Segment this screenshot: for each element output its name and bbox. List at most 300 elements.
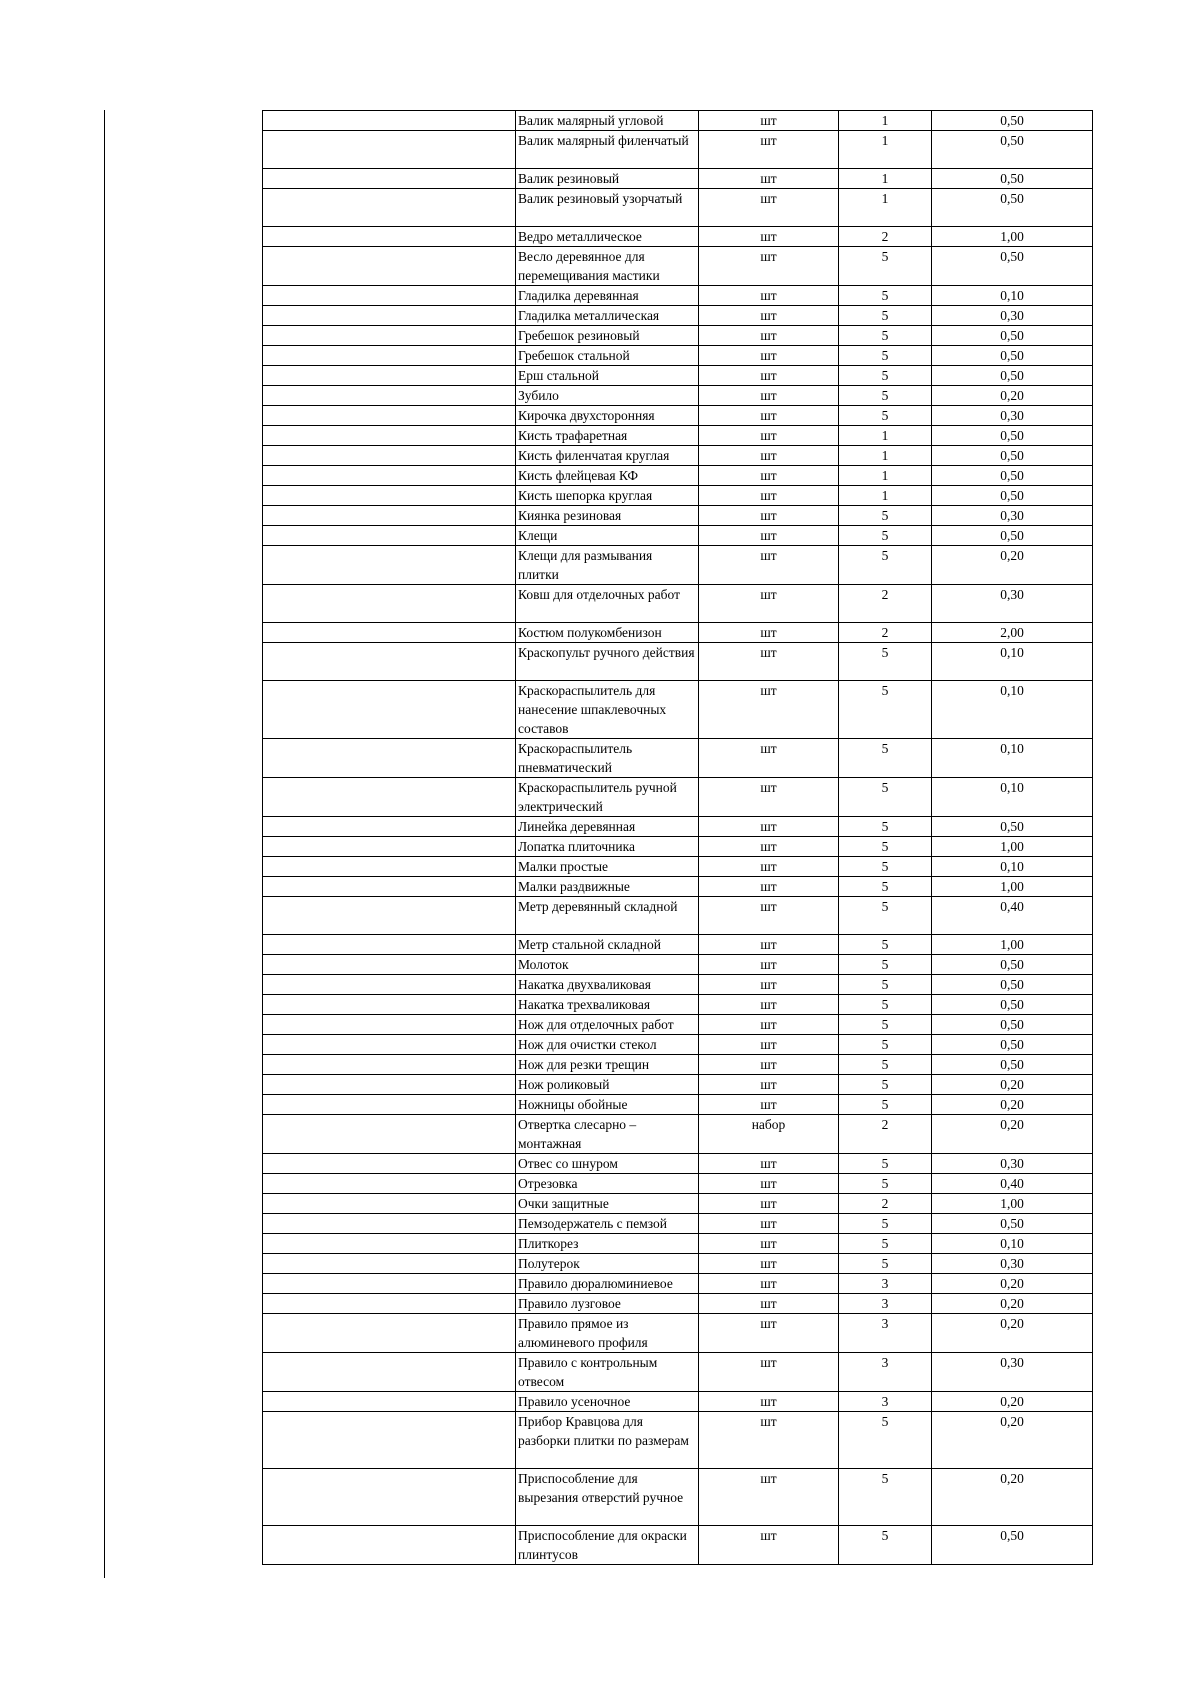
equipment-table: [262, 110, 1093, 1565]
value-cell: 0,50: [932, 346, 1093, 366]
table-row: [263, 506, 1093, 526]
table-row: [263, 466, 1093, 486]
empty-cell: [263, 247, 516, 286]
empty-cell: [263, 346, 516, 366]
unit-cell: шт: [699, 1412, 839, 1469]
table-row: [263, 446, 1093, 466]
value-cell: 1,00: [932, 227, 1093, 247]
value-cell: 0,10: [932, 643, 1093, 681]
empty-cell: [263, 1392, 516, 1412]
empty-cell: [263, 189, 516, 227]
item-name-cell: Киянка резиновая: [516, 506, 699, 526]
unit-cell: шт: [699, 1353, 839, 1392]
value-cell: 0,20: [932, 386, 1093, 406]
value-cell: 0,10: [932, 681, 1093, 739]
value-cell: 0,30: [932, 506, 1093, 526]
value-cell: 0,10: [932, 778, 1093, 817]
table-row: [263, 1353, 1093, 1392]
item-name-cell: Правило усеночное: [516, 1392, 699, 1412]
item-name-cell: Прибор Кравцова для разборки плитки по размерам: [516, 1412, 699, 1469]
quantity-cell: 5: [839, 681, 932, 739]
empty-cell: [263, 1075, 516, 1095]
value-cell: 1,00: [932, 877, 1093, 897]
item-name-cell: Полутерок: [516, 1254, 699, 1274]
unit-cell: шт: [699, 131, 839, 169]
value-cell: 0,40: [932, 1174, 1093, 1194]
empty-cell: [263, 739, 516, 778]
item-name-cell: Правило лузговое: [516, 1294, 699, 1314]
item-name-cell: Метр деревянный складной: [516, 897, 699, 935]
table-row: [263, 1194, 1093, 1214]
empty-cell: [263, 1314, 516, 1353]
item-name-cell: Отвертка слесарно – монтажная: [516, 1115, 699, 1154]
empty-cell: [263, 897, 516, 935]
item-name-cell: Валик малярный угловой: [516, 111, 699, 131]
unit-cell: шт: [699, 111, 839, 131]
unit-cell: шт: [699, 446, 839, 466]
left-margin-line: [104, 110, 105, 1578]
empty-cell: [263, 546, 516, 585]
item-name-cell: Накатка трехваликовая: [516, 995, 699, 1015]
table-row: [263, 857, 1093, 877]
unit-cell: шт: [699, 643, 839, 681]
item-name-cell: Гладилка металлическая: [516, 306, 699, 326]
item-name-cell: Ножницы обойные: [516, 1095, 699, 1115]
table-row: [263, 526, 1093, 546]
item-name-cell: Приспособление для окраски плинтусов: [516, 1526, 699, 1565]
item-name-cell: Ковш для отделочных работ: [516, 585, 699, 623]
quantity-cell: 2: [839, 1115, 932, 1154]
value-cell: 0,40: [932, 897, 1093, 935]
table-row: [263, 131, 1093, 169]
value-cell: 0,20: [932, 1095, 1093, 1115]
value-cell: 1,00: [932, 935, 1093, 955]
item-name-cell: Кисть шепорка круглая: [516, 486, 699, 506]
quantity-cell: 5: [839, 546, 932, 585]
unit-cell: шт: [699, 585, 839, 623]
empty-cell: [263, 1294, 516, 1314]
quantity-cell: 2: [839, 585, 932, 623]
quantity-cell: 5: [839, 286, 932, 306]
item-name-cell: Ведро металлическое: [516, 227, 699, 247]
quantity-cell: 5: [839, 1075, 932, 1095]
empty-cell: [263, 1274, 516, 1294]
quantity-cell: 1: [839, 111, 932, 131]
table-row: [263, 1254, 1093, 1274]
table-row: [263, 643, 1093, 681]
value-cell: 0,50: [932, 326, 1093, 346]
unit-cell: шт: [699, 623, 839, 643]
unit-cell: шт: [699, 739, 839, 778]
quantity-cell: 3: [839, 1294, 932, 1314]
quantity-cell: 5: [839, 1469, 932, 1526]
quantity-cell: 1: [839, 169, 932, 189]
empty-cell: [263, 406, 516, 426]
unit-cell: шт: [699, 1015, 839, 1035]
quantity-cell: 5: [839, 995, 932, 1015]
quantity-cell: 5: [839, 1234, 932, 1254]
item-name-cell: Пемзодержатель с пемзой: [516, 1214, 699, 1234]
quantity-cell: 5: [839, 526, 932, 546]
value-cell: 0,30: [932, 306, 1093, 326]
value-cell: 0,20: [932, 1314, 1093, 1353]
quantity-cell: 5: [839, 817, 932, 837]
unit-cell: шт: [699, 837, 839, 857]
quantity-cell: 2: [839, 227, 932, 247]
quantity-cell: 5: [839, 1254, 932, 1274]
table-row: [263, 286, 1093, 306]
quantity-cell: 5: [839, 1526, 932, 1565]
value-cell: 0,30: [932, 1353, 1093, 1392]
table-row: [263, 546, 1093, 585]
value-cell: 0,20: [932, 1392, 1093, 1412]
unit-cell: шт: [699, 1095, 839, 1115]
quantity-cell: 3: [839, 1314, 932, 1353]
table-row: [263, 935, 1093, 955]
quantity-cell: 5: [839, 643, 932, 681]
table-row: [263, 1154, 1093, 1174]
table-row: [263, 1274, 1093, 1294]
quantity-cell: 1: [839, 426, 932, 446]
equipment-table-body: [263, 111, 1093, 1565]
empty-cell: [263, 111, 516, 131]
table-row: [263, 877, 1093, 897]
value-cell: 0,20: [932, 1294, 1093, 1314]
value-cell: 0,10: [932, 1234, 1093, 1254]
empty-cell: [263, 935, 516, 955]
unit-cell: шт: [699, 506, 839, 526]
value-cell: 0,50: [932, 169, 1093, 189]
item-name-cell: Накатка двухваликовая: [516, 975, 699, 995]
value-cell: 0,10: [932, 286, 1093, 306]
value-cell: 0,20: [932, 546, 1093, 585]
value-cell: 0,30: [932, 585, 1093, 623]
quantity-cell: 5: [839, 1095, 932, 1115]
unit-cell: шт: [699, 1234, 839, 1254]
empty-cell: [263, 1469, 516, 1526]
unit-cell: шт: [699, 1174, 839, 1194]
empty-cell: [263, 778, 516, 817]
value-cell: 0,20: [932, 1469, 1093, 1526]
item-name-cell: Молоток: [516, 955, 699, 975]
table-row: [263, 1392, 1093, 1412]
quantity-cell: 5: [839, 306, 932, 326]
unit-cell: шт: [699, 1392, 839, 1412]
unit-cell: шт: [699, 366, 839, 386]
table-row: [263, 169, 1093, 189]
table-row: [263, 837, 1093, 857]
empty-cell: [263, 326, 516, 346]
empty-cell: [263, 131, 516, 169]
empty-cell: [263, 306, 516, 326]
item-name-cell: Валик резиновый: [516, 169, 699, 189]
unit-cell: шт: [699, 346, 839, 366]
empty-cell: [263, 1095, 516, 1115]
quantity-cell: 5: [839, 975, 932, 995]
table-row: [263, 426, 1093, 446]
table-row: [263, 623, 1093, 643]
unit-cell: шт: [699, 306, 839, 326]
empty-cell: [263, 227, 516, 247]
table-row: [263, 366, 1093, 386]
empty-cell: [263, 1115, 516, 1154]
item-name-cell: Кирочка двухсторонняя: [516, 406, 699, 426]
item-name-cell: Отрезовка: [516, 1174, 699, 1194]
table-row: [263, 1174, 1093, 1194]
value-cell: 0,20: [932, 1412, 1093, 1469]
unit-cell: шт: [699, 857, 839, 877]
quantity-cell: 5: [839, 877, 932, 897]
empty-cell: [263, 975, 516, 995]
empty-cell: [263, 446, 516, 466]
empty-cell: [263, 857, 516, 877]
value-cell: 0,30: [932, 406, 1093, 426]
empty-cell: [263, 1353, 516, 1392]
item-name-cell: Клещи для размывания плитки: [516, 546, 699, 585]
empty-cell: [263, 585, 516, 623]
table-row: [263, 1314, 1093, 1353]
empty-cell: [263, 877, 516, 897]
value-cell: 0,50: [932, 1035, 1093, 1055]
item-name-cell: Правило прямое из алюминевого профиля: [516, 1314, 699, 1353]
quantity-cell: 1: [839, 466, 932, 486]
table-row: [263, 955, 1093, 975]
table-row: [263, 326, 1093, 346]
item-name-cell: Линейка деревянная: [516, 817, 699, 837]
quantity-cell: 5: [839, 1214, 932, 1234]
quantity-cell: 1: [839, 486, 932, 506]
item-name-cell: Нож роликовый: [516, 1075, 699, 1095]
item-name-cell: Ерш стальной: [516, 366, 699, 386]
value-cell: 0,50: [932, 526, 1093, 546]
quantity-cell: 5: [839, 778, 932, 817]
item-name-cell: Лопатка плиточника: [516, 837, 699, 857]
table-row: [263, 817, 1093, 837]
table-row: [263, 739, 1093, 778]
unit-cell: шт: [699, 386, 839, 406]
empty-cell: [263, 1055, 516, 1075]
quantity-cell: 5: [839, 386, 932, 406]
unit-cell: шт: [699, 1294, 839, 1314]
unit-cell: шт: [699, 1075, 839, 1095]
value-cell: 0,50: [932, 1526, 1093, 1565]
empty-cell: [263, 837, 516, 857]
quantity-cell: 2: [839, 623, 932, 643]
quantity-cell: 1: [839, 189, 932, 227]
item-name-cell: Кисть флейцевая КФ: [516, 466, 699, 486]
unit-cell: шт: [699, 227, 839, 247]
value-cell: 0,50: [932, 955, 1093, 975]
unit-cell: шт: [699, 681, 839, 739]
empty-cell: [263, 1035, 516, 1055]
unit-cell: шт: [699, 1154, 839, 1174]
table-row: [263, 306, 1093, 326]
table-row: [263, 406, 1093, 426]
value-cell: 0,50: [932, 189, 1093, 227]
quantity-cell: 5: [839, 857, 932, 877]
table-row: [263, 111, 1093, 131]
unit-cell: шт: [699, 975, 839, 995]
item-name-cell: Нож для резки трещин: [516, 1055, 699, 1075]
item-name-cell: Краскопульт ручного действия: [516, 643, 699, 681]
value-cell: 0,50: [932, 975, 1093, 995]
quantity-cell: 5: [839, 935, 932, 955]
unit-cell: шт: [699, 1469, 839, 1526]
quantity-cell: 3: [839, 1353, 932, 1392]
unit-cell: шт: [699, 247, 839, 286]
table-row: [263, 1035, 1093, 1055]
unit-cell: шт: [699, 1274, 839, 1294]
item-name-cell: Зубило: [516, 386, 699, 406]
empty-cell: [263, 1234, 516, 1254]
table-row: [263, 778, 1093, 817]
empty-cell: [263, 426, 516, 446]
empty-cell: [263, 1194, 516, 1214]
value-cell: 0,20: [932, 1075, 1093, 1095]
item-name-cell: Правило дюралюминиевое: [516, 1274, 699, 1294]
quantity-cell: 3: [839, 1274, 932, 1294]
value-cell: 0,30: [932, 1154, 1093, 1174]
table-row: [263, 1214, 1093, 1234]
value-cell: 2,00: [932, 623, 1093, 643]
unit-cell: шт: [699, 486, 839, 506]
empty-cell: [263, 286, 516, 306]
empty-cell: [263, 1526, 516, 1565]
unit-cell: шт: [699, 466, 839, 486]
unit-cell: шт: [699, 426, 839, 446]
table-row: [263, 995, 1093, 1015]
quantity-cell: 5: [839, 1015, 932, 1035]
empty-cell: [263, 1174, 516, 1194]
item-name-cell: Валик резиновый узорчатый: [516, 189, 699, 227]
item-name-cell: Нож для очистки стекол: [516, 1035, 699, 1055]
empty-cell: [263, 643, 516, 681]
unit-cell: шт: [699, 877, 839, 897]
item-name-cell: Метр стальной складной: [516, 935, 699, 955]
item-name-cell: Кисть трафаретная: [516, 426, 699, 446]
quantity-cell: 2: [839, 1194, 932, 1214]
empty-cell: [263, 681, 516, 739]
item-name-cell: Нож для отделочных работ: [516, 1015, 699, 1035]
quantity-cell: 5: [839, 897, 932, 935]
unit-cell: шт: [699, 955, 839, 975]
table-row: [263, 975, 1093, 995]
unit-cell: шт: [699, 406, 839, 426]
table-row: [263, 1234, 1093, 1254]
value-cell: 0,20: [932, 1274, 1093, 1294]
quantity-cell: 5: [839, 1412, 932, 1469]
quantity-cell: 5: [839, 1174, 932, 1194]
value-cell: 0,50: [932, 247, 1093, 286]
unit-cell: шт: [699, 1055, 839, 1075]
table-row: [263, 1412, 1093, 1469]
empty-cell: [263, 386, 516, 406]
quantity-cell: 5: [839, 1154, 932, 1174]
value-cell: 1,00: [932, 837, 1093, 857]
unit-cell: шт: [699, 169, 839, 189]
item-name-cell: Малки раздвижные: [516, 877, 699, 897]
item-name-cell: Гладилка деревянная: [516, 286, 699, 306]
item-name-cell: Гребешок стальной: [516, 346, 699, 366]
value-cell: 0,10: [932, 857, 1093, 877]
unit-cell: шт: [699, 526, 839, 546]
empty-cell: [263, 955, 516, 975]
value-cell: 0,50: [932, 995, 1093, 1015]
table-row: [263, 386, 1093, 406]
quantity-cell: 5: [839, 1035, 932, 1055]
value-cell: 0,50: [932, 366, 1093, 386]
item-name-cell: Краскораспылитель ручной электрический: [516, 778, 699, 817]
item-name-cell: Весло деревянное для перемещивания мастики: [516, 247, 699, 286]
table-row: [263, 486, 1093, 506]
empty-cell: [263, 366, 516, 386]
unit-cell: шт: [699, 817, 839, 837]
item-name-cell: Краскораспылитель для нанесение шпаклевочных составов: [516, 681, 699, 739]
table-row: [263, 1075, 1093, 1095]
empty-cell: [263, 1254, 516, 1274]
unit-cell: шт: [699, 189, 839, 227]
unit-cell: набор: [699, 1115, 839, 1154]
quantity-cell: 1: [839, 131, 932, 169]
unit-cell: шт: [699, 1194, 839, 1214]
unit-cell: шт: [699, 1314, 839, 1353]
table-row: [263, 1015, 1093, 1035]
value-cell: 0,50: [932, 446, 1093, 466]
empty-cell: [263, 623, 516, 643]
table-row: [263, 585, 1093, 623]
quantity-cell: 5: [839, 1055, 932, 1075]
item-name-cell: Клещи: [516, 526, 699, 546]
table-row: [263, 1095, 1093, 1115]
quantity-cell: 5: [839, 366, 932, 386]
unit-cell: шт: [699, 286, 839, 306]
table-row: [263, 247, 1093, 286]
table-row: [263, 346, 1093, 366]
unit-cell: шт: [699, 546, 839, 585]
quantity-cell: 5: [839, 739, 932, 778]
value-cell: 0,50: [932, 486, 1093, 506]
empty-cell: [263, 1154, 516, 1174]
item-name-cell: Малки простые: [516, 857, 699, 877]
unit-cell: шт: [699, 995, 839, 1015]
unit-cell: шт: [699, 1214, 839, 1234]
value-cell: 0,50: [932, 466, 1093, 486]
empty-cell: [263, 526, 516, 546]
table-row: [263, 1526, 1093, 1565]
item-name-cell: Костюм полукомбенизон: [516, 623, 699, 643]
quantity-cell: 5: [839, 406, 932, 426]
item-name-cell: Краскораспылитель пневматический: [516, 739, 699, 778]
value-cell: 1,00: [932, 1194, 1093, 1214]
value-cell: 0,30: [932, 1254, 1093, 1274]
quantity-cell: 5: [839, 837, 932, 857]
item-name-cell: Валик малярный филенчатый: [516, 131, 699, 169]
quantity-cell: 5: [839, 247, 932, 286]
value-cell: 0,50: [932, 111, 1093, 131]
empty-cell: [263, 506, 516, 526]
quantity-cell: 5: [839, 346, 932, 366]
quantity-cell: 5: [839, 326, 932, 346]
item-name-cell: Отвес со шнуром: [516, 1154, 699, 1174]
empty-cell: [263, 1412, 516, 1469]
table-row: [263, 1115, 1093, 1154]
unit-cell: шт: [699, 1254, 839, 1274]
quantity-cell: 3: [839, 1392, 932, 1412]
table-row: [263, 1294, 1093, 1314]
table-row: [263, 189, 1093, 227]
table-row: [263, 681, 1093, 739]
unit-cell: шт: [699, 326, 839, 346]
